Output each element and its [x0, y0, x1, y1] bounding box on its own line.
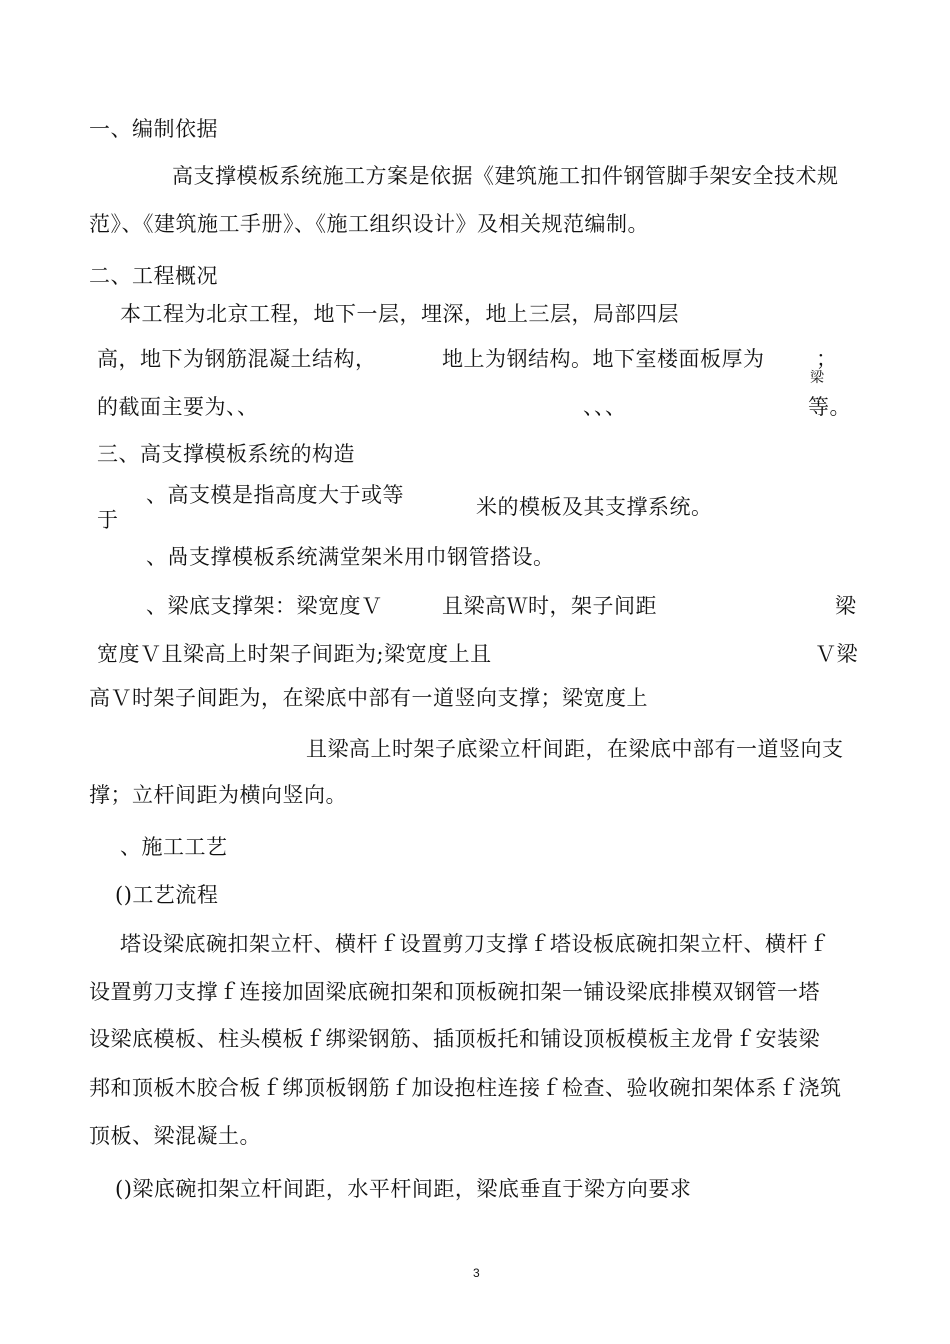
paragraph-line: 设置剪刀支撑ｆ连接加固梁底碗扣架和顶板碗扣架一铺设梁底排模双钢管一塔: [89, 980, 820, 1004]
paragraph-line: 高，地下为钢筋混凝土结构，: [97, 347, 377, 371]
paragraph-line: 地上为钢结构。地下室楼面板厚为: [442, 347, 765, 371]
paragraph-line: 高支撑模板系统施工方案是依据《建筑施工扣件钢管脚手架安全技术规: [172, 164, 839, 188]
paragraph-fragment: 等。: [808, 395, 851, 419]
list-item-fragment: 且梁高Ｗ时，架子间距: [442, 594, 657, 618]
section-heading-3: 三、高支撑模板系统的构造: [97, 442, 355, 466]
paragraph-line: 范》、《建筑施工手册》、《施工组织设计》及相关规范编制。: [89, 212, 649, 236]
list-item: 、高支模是指高度大于或等: [146, 483, 404, 507]
paragraph-line: 塔设梁底碗扣架立杆、横杆ｆ设置剪刀支撑ｆ塔设板底碗扣架立杆、横杆ｆ: [120, 932, 830, 956]
paragraph-line: 撑；立杆间距为横向竖向。: [89, 783, 347, 807]
paragraph-line: 且梁高上时架子底梁立杆间距，在梁底中部有一道竖向支: [306, 737, 844, 761]
paragraph-line: 高Ｖ时架子间距为，在梁底中部有一道竖向支撑；梁宽度上: [89, 686, 648, 710]
paragraph-line: 设梁底模板、柱头模板ｆ绑梁钢筋、插顶板托和铺设顶板模板主龙骨ｆ安装梁: [89, 1027, 820, 1051]
paragraph-fragment: ；: [816, 347, 838, 371]
list-item: 、梁底支撑架：梁宽度Ｖ: [146, 594, 383, 618]
paragraph-line: 邦和顶板木胶合板ｆ绑顶板钢筋ｆ加设抱柱连接ｆ检查、验收碗扣架体系ｆ浇筑: [89, 1076, 842, 1100]
list-item-fragment: 米的模板及其支撑系统。: [476, 495, 713, 519]
paragraph-line: 的截面主要为、、: [97, 395, 259, 419]
section-heading-2: 二、工程概况: [89, 264, 218, 288]
paragraph-line: 顶板、梁混凝土。: [89, 1124, 261, 1148]
section-heading-1: 一、编制依据: [89, 117, 218, 141]
section-heading-4: 、施工工艺: [120, 835, 228, 859]
paragraph-line: 宽度Ｖ且梁高上时架子间距为;梁宽度上且: [97, 642, 492, 666]
paragraph-fragment: 、、、: [583, 395, 627, 419]
sub-heading: ()梁底碗扣架立杆间距，水平杆间距，梁底垂直于梁方向要求: [115, 1177, 692, 1201]
list-item-fragment: 梁: [835, 594, 857, 618]
paragraph-line: 本工程为北京工程，地下一层，埋深，地上三层，局部四层: [120, 302, 679, 326]
paragraph-fragment: Ｖ梁: [815, 642, 858, 666]
list-item-fragment: 于: [97, 508, 119, 532]
page-number: 3: [473, 1266, 481, 1280]
sub-heading: ()工艺流程: [115, 883, 219, 907]
list-item: 、咼支撑模板系统满堂架米用巾钢管搭设。: [146, 545, 555, 569]
paragraph-fragment: 梁: [810, 370, 825, 386]
